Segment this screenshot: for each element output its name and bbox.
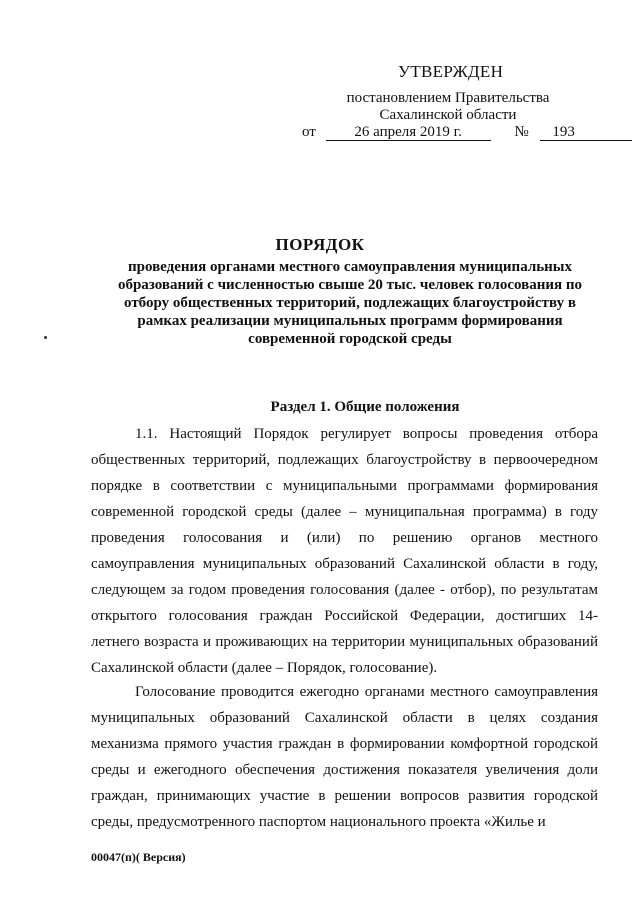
document-subtitle: проведения органами местного самоуправления муниципальных образований с численностью свыше 20 тыс. человек голосования по отбору общественных территорий, подлежащих благоустройству в рамках реализации муниципальных программ формирования современной городской среды xyxy=(117,259,583,347)
approval-line-2: Сахалинской области xyxy=(379,107,517,123)
approved-label: УТВЕРЖДЕН xyxy=(398,62,504,81)
date-prefix: от xyxy=(302,124,316,140)
footer-code: 00047(п)( Версия) xyxy=(91,850,186,864)
approval-date: 26 апреля 2019 г. xyxy=(326,124,491,141)
approval-line-1: постановлением Правительства xyxy=(346,90,550,106)
section-heading: Раздел 1. Общие положения xyxy=(270,399,460,415)
paragraph-1-1: 1.1. Настоящий Порядок регулирует вопросы проведения отбора общественных территорий, подлежащих благоустройству в первоочередном порядке в соответствии с муниципальными программами формирования современной городской среды (далее – муниципальная программа) в году проведения голосования и (или) по решению органов местного самоуправления муниципальных образований Сахалинской области в году, следующем за годом проведения голосования (далее - отбор), по результатам открытого голосования граждан Российской Федерации, достигших 14-летнего возраста и проживающих на территории муниципальных образований Сахалинской области (далее – Порядок, голосование). xyxy=(91,426,598,676)
approval-date-row xyxy=(302,124,632,141)
document-title: ПОРЯДОК xyxy=(275,235,365,254)
approval-number: 193 xyxy=(540,124,632,141)
number-label: № xyxy=(514,124,529,140)
scan-dot xyxy=(44,336,47,339)
paragraph-2: Голосование проводится ежегодно органами местного самоуправления муниципальных образований Сахалинской области в целях создания механизма прямого участия граждан в формировании комфортной городской среды и ежегодного обеспечения достижения показателя увеличения доли граждан, принимающих участие в решении вопросов развития городской среды, предусмотренного паспортом национального проекта «Жилье и xyxy=(91,684,598,830)
